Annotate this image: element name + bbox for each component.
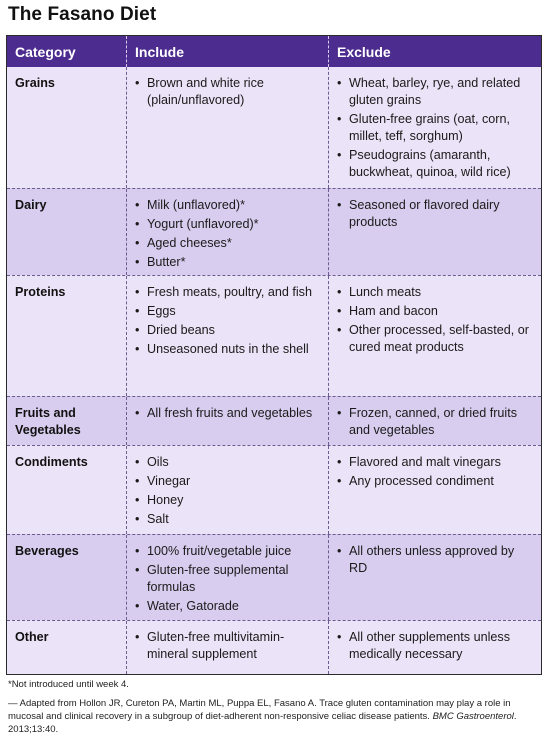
list-item: • Ham and bacon [337, 303, 535, 320]
source-citation-detail: . 2013;13:40. [8, 711, 517, 735]
diet-table [6, 35, 542, 675]
list-item: • Fresh meats, poultry, and fish [135, 284, 322, 301]
exclude-cell [328, 276, 541, 396]
table-row [7, 445, 541, 534]
header-include: Include [126, 36, 328, 67]
list-item: • Seasoned or flavored dairy products [337, 197, 535, 231]
list-item: • Unseasoned nuts in the shell [135, 341, 322, 358]
category-cell: Condiments [15, 455, 88, 469]
table-row [7, 620, 541, 674]
category-cell: Grains [15, 76, 55, 90]
list-item: • Any processed condiment [337, 473, 535, 490]
exclude-list [337, 543, 535, 577]
include-list [135, 454, 322, 528]
exclude-list [337, 454, 535, 490]
include-list [135, 629, 322, 663]
list-item: • Aged cheeses* [135, 235, 322, 252]
exclude-cell [328, 446, 541, 534]
include-cell [126, 276, 328, 396]
category-cell: Beverages [15, 544, 79, 558]
table-row [7, 188, 541, 275]
exclude-cell [328, 189, 541, 275]
list-item: • Gluten-free grains (oat, corn, millet, teff, sorghum) [337, 111, 535, 145]
table-row [7, 534, 541, 620]
include-list [135, 543, 322, 615]
list-item: • Water, Gatorade [135, 598, 322, 615]
page-title: The Fasano Diet [8, 4, 157, 25]
exclude-cell [328, 397, 541, 445]
list-item: • Flavored and malt vinegars [337, 454, 535, 471]
include-cell [126, 621, 328, 674]
include-list [135, 197, 322, 271]
include-list [135, 284, 322, 358]
source-citation [8, 697, 544, 736]
list-item: • Eggs [135, 303, 322, 320]
include-cell [126, 446, 328, 534]
category-cell: Proteins [15, 285, 66, 299]
list-item: • Vinegar [135, 473, 322, 490]
list-item: • Gluten-free supplemental formulas [135, 562, 322, 596]
list-item: • Frozen, canned, or dried fruits and vegetables [337, 405, 535, 439]
list-item: • Honey [135, 492, 322, 509]
category-cell: Other [15, 630, 49, 644]
list-item: • All fresh fruits and vegetables [135, 405, 322, 422]
include-cell [126, 67, 328, 188]
category-cell: Fruits and Vegetables [15, 406, 81, 437]
exclude-list [337, 629, 535, 663]
list-item: • 100% fruit/vegetable juice [135, 543, 322, 560]
exclude-cell [328, 621, 541, 674]
exclude-list [337, 405, 535, 439]
header-category: Category [15, 43, 76, 60]
include-list [135, 75, 322, 109]
table-header [7, 36, 541, 67]
include-cell [126, 189, 328, 275]
source-text: — Adapted from Hollon JR, Cureton PA, Martin ML, Puppa EL, Fasano A. Trace gluten contamination may play a role in mucosal and clinical recovery in a subgroup of diet-adherent non-responsive celiac disease patients. [8, 698, 511, 722]
table-body [7, 67, 541, 674]
list-item: • Lunch meats [337, 284, 535, 301]
table-row [7, 67, 541, 188]
list-item: • Brown and white rice (plain/unflavored) [135, 75, 322, 109]
list-item: • Butter* [135, 254, 322, 271]
category-cell: Dairy [15, 198, 47, 212]
exclude-cell [328, 535, 541, 620]
list-item: • All other supplements unless medically necessary [337, 629, 535, 663]
list-item: • Milk (unflavored)* [135, 197, 322, 214]
list-item: • All others unless approved by RD [337, 543, 535, 577]
exclude-list [337, 197, 535, 231]
list-item: • Dried beans [135, 322, 322, 339]
header-exclude: Exclude [328, 36, 541, 67]
list-item: • Oils [135, 454, 322, 471]
source-journal: BMC Gastroenterol [432, 711, 514, 722]
footnote: *Not introduced until week 4. [8, 679, 129, 690]
include-cell [126, 397, 328, 445]
list-item: • Wheat, barley, rye, and related gluten grains [337, 75, 535, 109]
list-item: • Pseudograins (amaranth, buckwheat, quinoa, wild rice) [337, 147, 535, 181]
include-list [135, 405, 322, 422]
list-item: • Gluten-free multivitamin-mineral supplement [135, 629, 322, 663]
exclude-cell [328, 67, 541, 188]
list-item: • Yogurt (unflavored)* [135, 216, 322, 233]
table-row [7, 396, 541, 445]
exclude-list [337, 284, 535, 356]
list-item: • Salt [135, 511, 322, 528]
exclude-list [337, 75, 535, 181]
list-item: • Other processed, self-basted, or cured meat products [337, 322, 535, 356]
include-cell [126, 535, 328, 620]
table-row [7, 275, 541, 396]
